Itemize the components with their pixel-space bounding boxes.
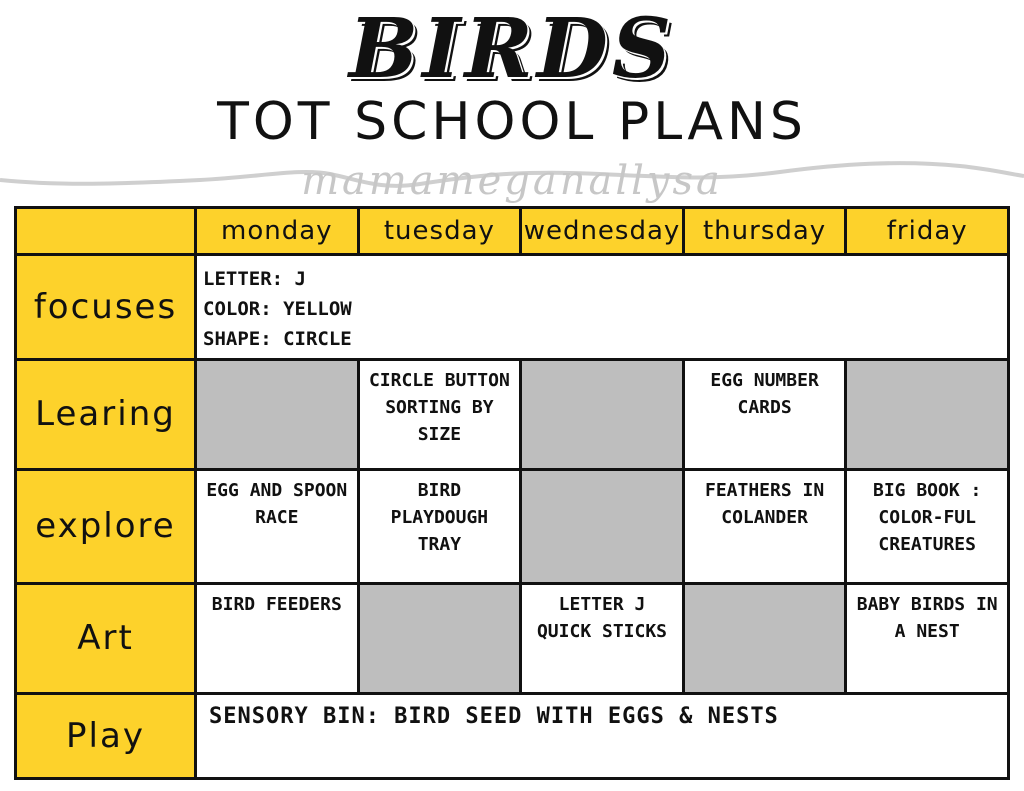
table-corner [17,209,194,253]
focus-shape: SHAPE: CIRCLE [203,328,352,350]
day-header-monday: monday [197,209,357,253]
explore-tuesday-cell: BIRD PLAYDOUGH TRAY [360,471,520,582]
day-header-friday: friday [847,209,1007,253]
learning-monday-cell [197,361,357,468]
learning-wednesday-cell [522,361,682,468]
learning-friday-cell [847,361,1007,468]
focuses-cell [197,256,1007,358]
explore-wednesday-cell [522,471,682,582]
row-label-play: Play [17,695,194,777]
art-friday-cell: BABY BIRDS IN A NEST [847,585,1007,692]
explore-thursday-cell: FEATHERS IN COLANDER [685,471,845,582]
art-tuesday-cell [360,585,520,692]
art-thursday-cell [685,585,845,692]
weekly-planner-table [14,206,1010,780]
focus-color: COLOR: YELLOW [203,298,352,320]
art-wednesday-cell: LETTER J QUICK STICKS [522,585,682,692]
row-label-explore: explore [17,471,194,582]
watermark-signature: mamameganallysa [301,158,723,204]
play-cell: SENSORY BIN: BIRD SEED WITH EGGS & NESTS [197,695,1007,777]
focus-letter: LETTER: J [203,268,306,290]
row-label-art: Art [17,585,194,692]
explore-monday-cell: EGG AND SPOON RACE [197,471,357,582]
page-title: BIRDS [348,1,676,97]
day-header-thursday: thursday [685,209,845,253]
page-subtitle: TOT SCHOOL PLANS [217,92,807,152]
day-header-wednesday: wednesday [522,209,682,253]
row-label-learning: Learing [17,361,194,468]
art-monday-cell: BIRD FEEDERS [197,585,357,692]
day-header-tuesday: tuesday [360,209,520,253]
explore-friday-cell: BIG BOOK : COLOR-FUL CREATURES [847,471,1007,582]
row-label-focuses: focuses [17,256,194,358]
learning-tuesday-cell: CIRCLE BUTTON SORTING BY SIZE [360,361,520,468]
learning-thursday-cell: EGG NUMBER CARDS [685,361,845,468]
